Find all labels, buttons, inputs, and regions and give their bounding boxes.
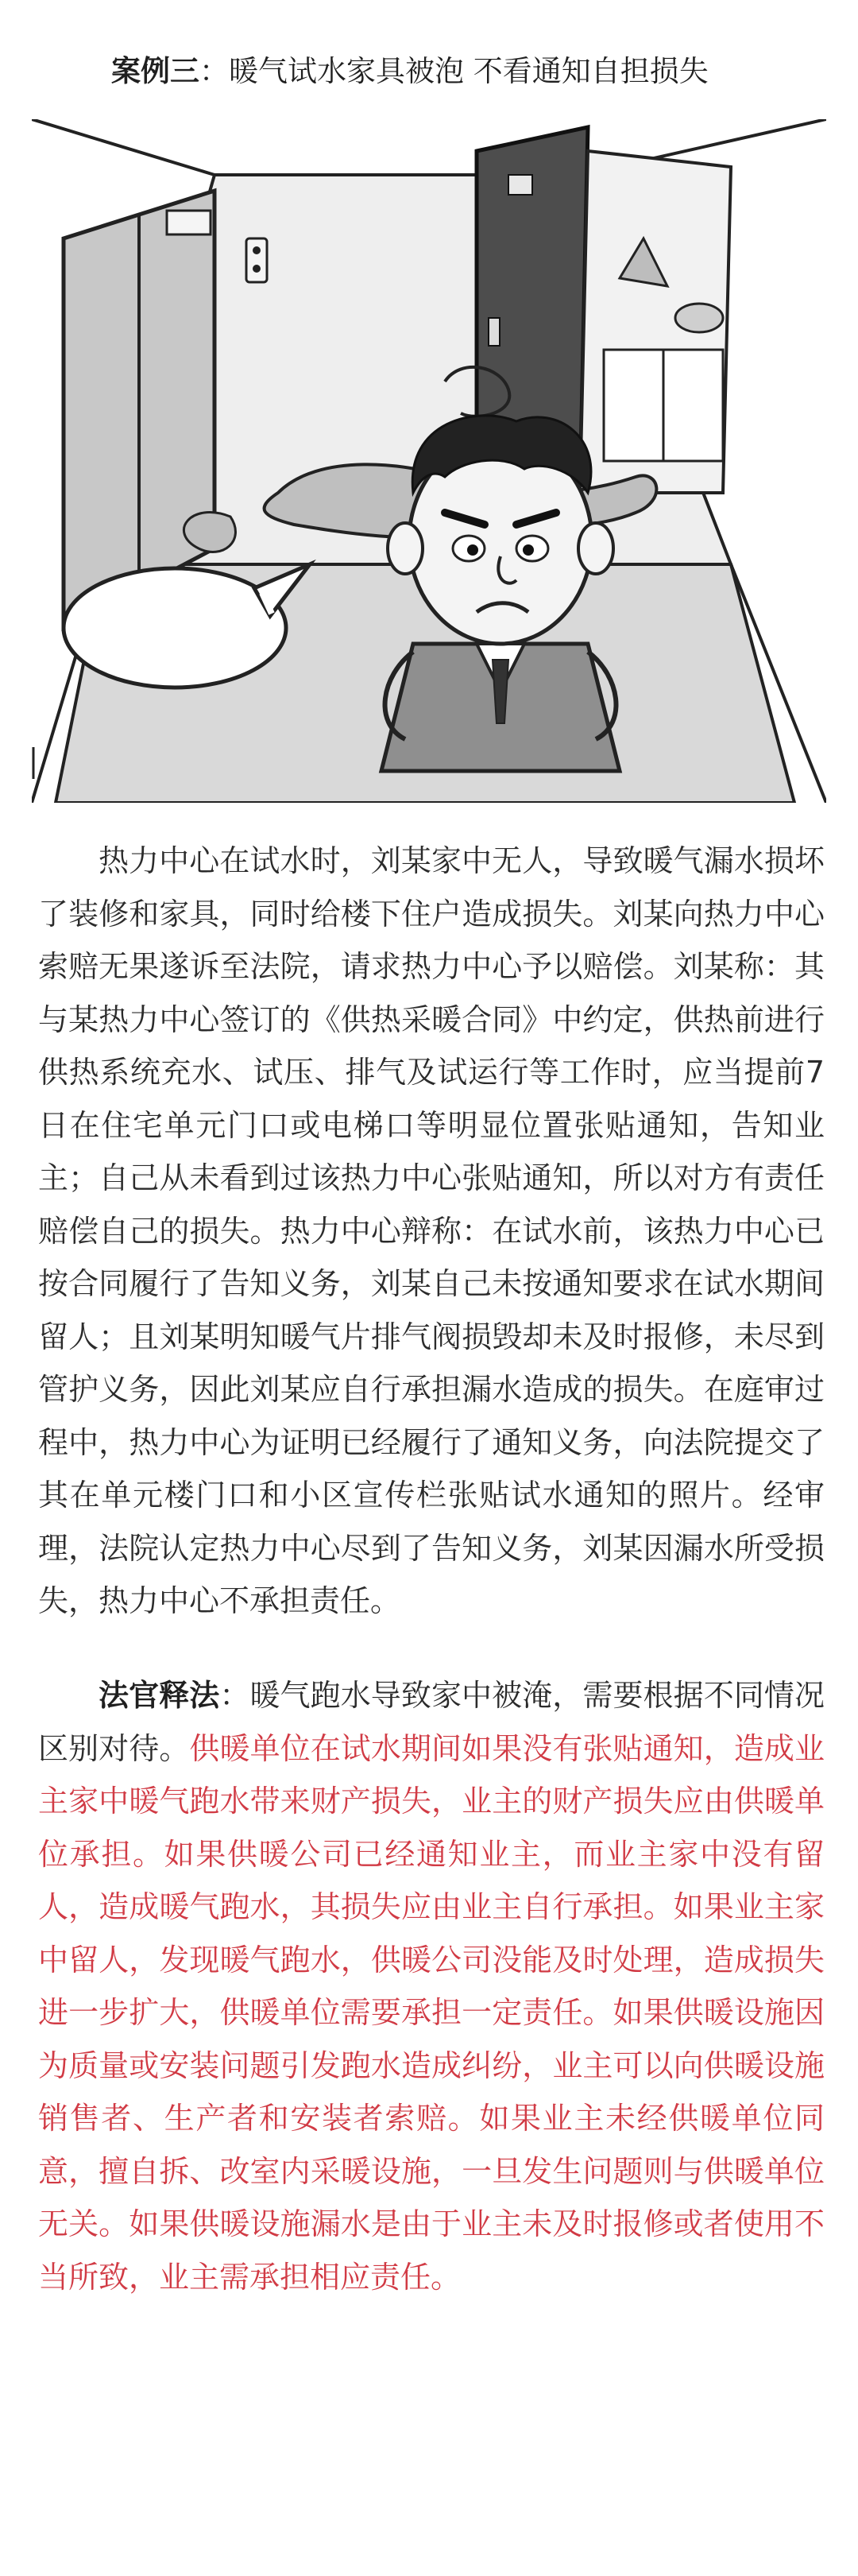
case-title [111,44,826,99]
judge-label: 法官释法 [99,1678,220,1713]
case-colon: ： [199,54,229,88]
case-heading: 暖气试水家具被泡 不看通知自担损失 [229,54,709,88]
case-label: 案例三 [111,54,199,88]
judge-highlight-text: 供暖单位在试水期间如果没有张贴通知，造成业主家中暖气跑水带来财产损失，业主的财产损失应由供暖单位承担。如果供暖公司已经通知业主，而业主家中没有留人，造成暖气跑水，其损失应由业主自行承担。如果业主家中留人，发现暖气跑水，供暖公司没能及时处理，造成损失进一步扩大，供暖单位需要承担一定责任。如果供暖设施因为质量或安装问题引发跑水造成纠纷，业主可以向供暖设施销售者、生产者和安装者索赔。如果业主未经供暖单位同意，擅自拆、改室内采暖设施，一旦发生问题则与供暖单位无关。如果供暖设施漏水是由于业主未及时报修或者使用不当所致，业主需承担相应责任。 [38,1730,825,2295]
case-story-paragraph: 热力中心在试水时，刘某家中无人，导致暖气漏水损坏了装修和家具，同时给楼下住户造成损失。刘某向热力中心索赔无果遂诉至法院，请求热力中心予以赔偿。刘某称：其与某热力中心签订的《供热采暖合同》中约定，供热前进行供热系统充水、试压、排气及试运行等工作时，应当提前7日在住宅单元门口或电梯口等明显位置张贴通知，告知业主；自己从未看到过该热力中心张贴通知，所以对方有责任赔偿自己的损失。热力中心辩称：在试水前，该热力中心已按合同履行了告知义务，刘某自己未按通知要求在试水期间留人；且刘某明知暖气片排气阀损毁却未及时报修，未尽到管护义务，因此刘某应自行承担漏水造成的损失。在庭审过程中，热力中心为证明已经履行了通知义务，向法院提交了其在单元楼门口和小区宣传栏张贴试水通知的照片。经审理，法院认定热力中心尽到了告知义务，刘某因漏水所受损失，热力中心不承担责任。 [38,843,825,1618]
judge-explanation-paragraph [38,1669,825,2303]
judge-intro: 暖气跑水导致家中被淹，需要根据不同情况区别对待。 [38,1678,825,1766]
flooded-apartment-illustration [32,119,826,803]
judge-colon: ： [219,1678,250,1713]
